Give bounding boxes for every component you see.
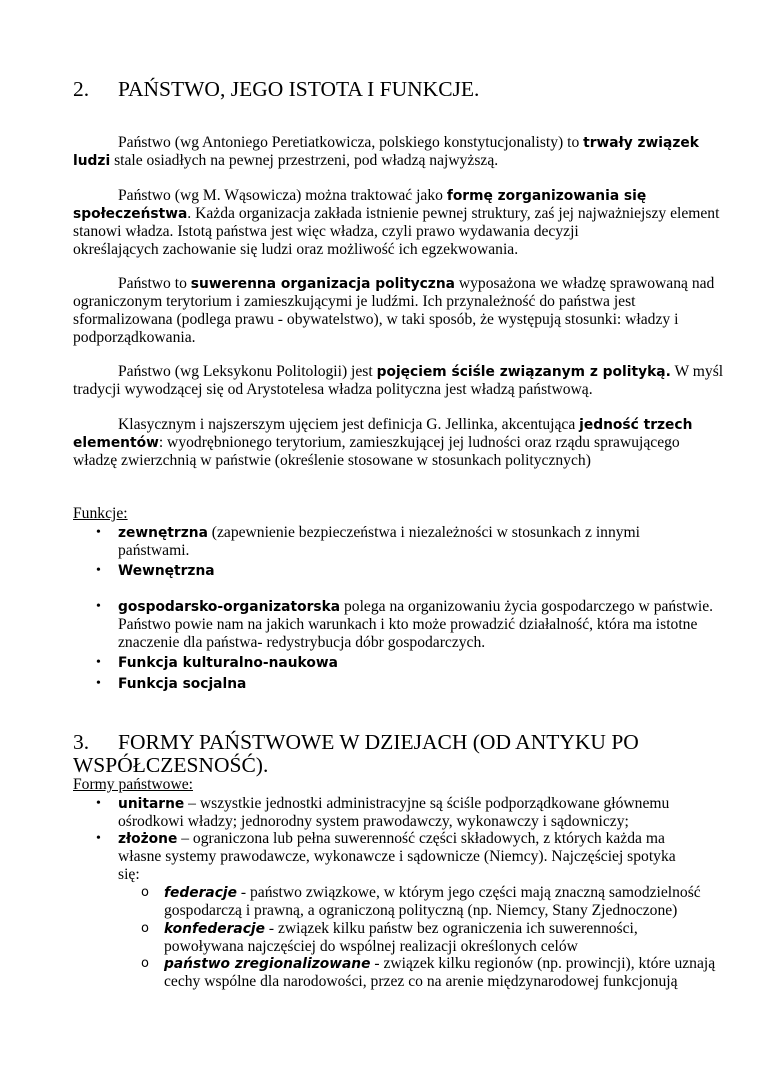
list-item-zlozone: złożone – ograniczona lub pełna suwerenność części składowych, z których każda ma własne systemy prawodawcze, wykonawcze i sądownicze (Niemcy). Najczęściej spotyka się:	[118, 830, 676, 883]
list-item-zewnetrzna: zewnętrzna (zapewnienie bezpieczeństwa i niezależności w stosunkach z innymi państwami.	[118, 524, 641, 559]
sub-item-konfederacje: konfederacje - związek kilku państw bez ograniczenia ich suwerenności, powoływana najczęściej do wspólnej realizacji określonych celów	[164, 920, 638, 955]
sub-bullet-marker: o	[141, 956, 149, 971]
section-3-number: 3.	[73, 730, 90, 754]
bullet-marker: •	[96, 831, 101, 846]
list-item-socjalna: Funkcja socjalna	[118, 676, 247, 692]
bullet-marker: •	[96, 655, 101, 670]
list-item-wewnetrzna: Wewnętrzna	[118, 563, 215, 579]
list-item-unitarne: unitarne – wszystkie jednostki administracyjne są ściśle podporządkowane głównemu ośrodkowi władzy; jednorodny system prawodawczy, wykonawczy i sądowniczy;	[118, 795, 670, 830]
bullet-marker: •	[96, 525, 101, 540]
section-3-title-line-1: FORMY PAŃSTWOWE W DZIEJACH (OD ANTYKU PO	[118, 730, 639, 754]
functions-label: Funkcje:	[73, 505, 128, 522]
sub-bullet-marker: o	[141, 921, 149, 936]
list-item-gospodarsko-organizatorska: gospodarsko-organizatorska polega na organizowaniu życia gospodarczego w państwie. Państwo powie nam na jakich warunkach i kto może prowadzić działalność, która ma istotne znaczenie dla państwa- redystrybucja dóbr gospodarczych.	[118, 598, 714, 651]
bullet-marker: •	[96, 676, 101, 691]
section-2-title: PAŃSTWO, JEGO ISTOTA I FUNKCJE.	[118, 77, 480, 101]
paragraph-suwerenna-organizacja: Państwo to suwerenna organizacja polityczna wyposażona we władzę sprawowaną nad ograniczonym terytorium i zamieszkującymi je ludźmi. Ich przynależność do państwa jest sformalizowana (podlega prawu - obywatelstwo), w taki sposób, że występują stosunki: władzy i podporządkowania.	[73, 275, 715, 346]
sub-item-federacje: federacje - państwo związkowe, w którym jego części mają znaczną samodzielność gospodarczą i prawną, a ograniczoną polityczną (np. Niemcy, Stany Zjednoczone)	[164, 884, 701, 919]
paragraph-wasowicz: Państwo (wg M. Wąsowicza) można traktować jako formę zorganizowania się społeczeństwa. Każda organizacja zakłada istnienie pewnej struktury, zaś jej najważniejszy element stanowi władza. Istotą państwa jest więc władza, czyli prawo wydawania decyzji określających zachowanie się ludzi oraz możliwość ich egzekwowania.	[73, 187, 720, 258]
paragraph-peretiatkowicz: Państwo (wg Antoniego Peretiatkowicza, polskiego konstytucjonalisty) to trwały związek ludzi stale osiadłych na pewnej przestrzeni, pod władzą najwyższą.	[73, 134, 699, 169]
paragraph-leksykon: Państwo (wg Leksykonu Politologii) jest pojęciem ściśle związanym z polityką. W myśl tradycji wywodzącej się od Arystotelesa władza polityczna jest władzą państwową.	[73, 363, 724, 398]
bullet-marker: •	[96, 563, 101, 578]
section-2-number: 2.	[73, 77, 90, 101]
list-item-kulturalno-naukowa: Funkcja kulturalno-naukowa	[118, 655, 338, 671]
bullet-marker: •	[96, 796, 101, 811]
section-3-title-line-2: WSPÓŁCZESNOŚĆ).	[73, 753, 269, 777]
paragraph-jellinek: Klasycznym i najszerszym ujęciem jest definicja G. Jellinka, akcentująca jedność trzech elementów: wyodrębnionego terytorium, zamieszkującej jej ludności oraz rządu sprawującego władzę zwierzchnią w państwie (określenie stosowane w stosunkach politycznych)	[73, 416, 693, 469]
sub-item-panstwo-zregionalizowane: państwo zregionalizowane - związek kilku regionów (np. prowincji), które uznają cechy wspólne dla narodowości, przez co na arenie międzynarodowej funkcjonują	[164, 955, 716, 990]
bullet-marker: •	[96, 599, 101, 614]
sub-bullet-marker: o	[141, 885, 149, 900]
forms-label: Formy państwowe:	[73, 776, 193, 793]
